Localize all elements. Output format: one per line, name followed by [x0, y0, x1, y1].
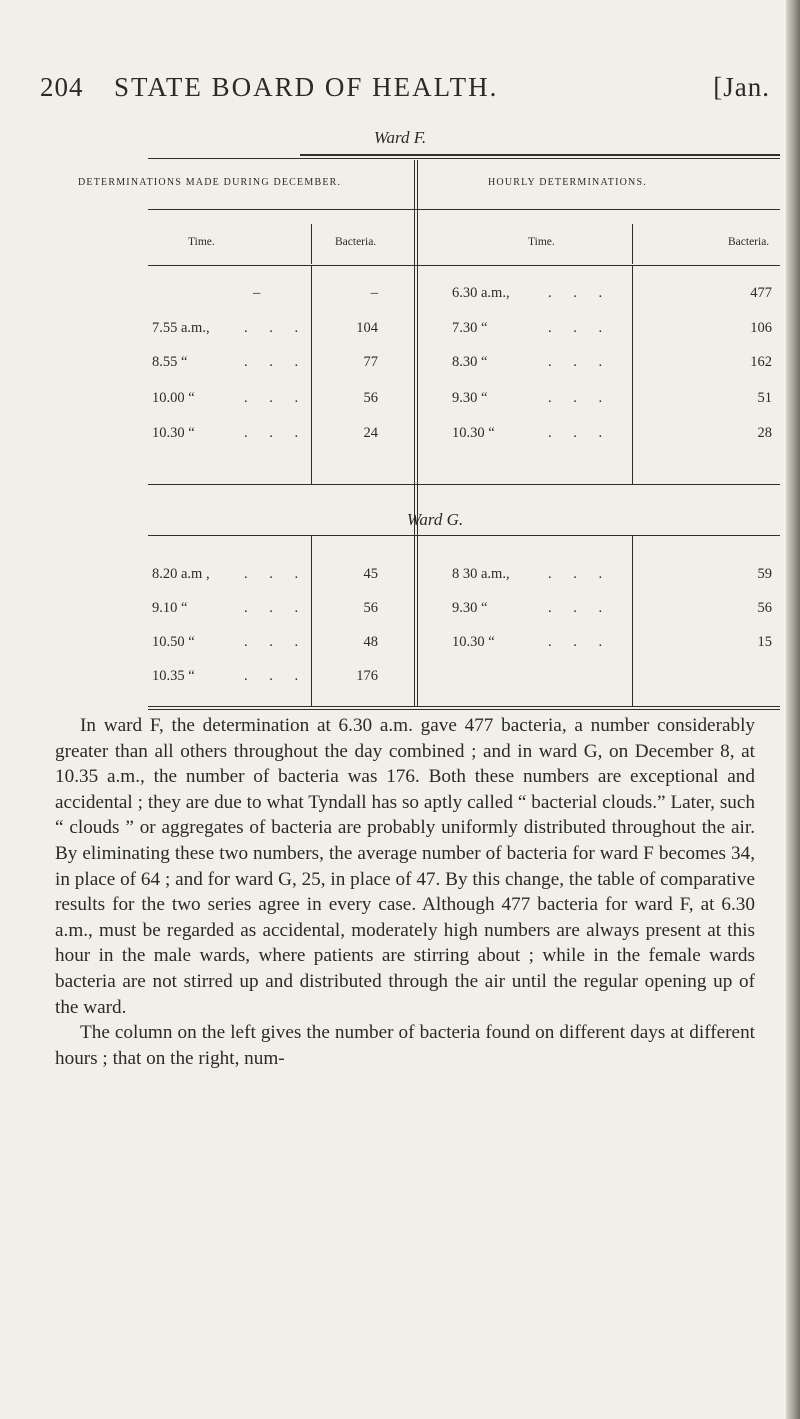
f-right-row-0-leader: . . .	[548, 285, 612, 301]
f-left-row-2-leader: . . .	[244, 354, 308, 370]
f-right-row-1-bacteria: 106	[750, 320, 772, 336]
journal-title: STATE BOARD OF HEALTH.	[114, 72, 499, 102]
body-paragraph-1: In ward F, the determination at 6.30 a.m. gave 477 bacteria, a number considerably greater than all others throughout the day combined ; and in ward G, on December 8, at 10.35 a.m., the number of bacteria was 176. Both these numbers are exceptional and accidental ; they are due to what Tyndall has so aptly called “ bacterial clouds.” Later, such “ clouds ” or aggregates of bacteria are probably uniformly distributed throughout the air. By eliminating these two numbers, the average number of bacteria for ward F becomes 34, in place of 64 ; and for ward G, 25, in place of 47. By this change, the table of comparative results for the two series agree in every case. Although 477 bacteria for ward F, at 6.30 a.m., must be regarded as accidental, moderately high numbers are always present at this hour in the male wards, where patients are stirring about ; while in the female wards bacteria are not stirred up and distributed through the air until the regular opening up of the ward.	[55, 715, 755, 1018]
body-paragraph-2: The column on the left gives the number of bacteria found on different days at different hours ; that on the right, num-	[55, 1022, 755, 1069]
g-left-row-3-bacteria: 176	[356, 668, 378, 684]
left-header-separator	[311, 224, 312, 264]
g-left-row-2-leader: . . .	[244, 634, 308, 650]
f-left-row-0-bacteria: –	[370, 285, 378, 301]
f-right-row-2-time: 8.30 “	[452, 354, 488, 370]
issue-month: [Jan.	[713, 72, 770, 102]
f-left-row-1-time: 7.55 a.m.,	[152, 320, 210, 336]
g-right-row-1-leader: . . .	[548, 600, 612, 616]
f-left-row-1-leader: . . .	[244, 320, 308, 336]
g-right-row-2-time: 10.30 “	[452, 634, 495, 650]
g-right-row-0-bacteria: 59	[757, 566, 772, 582]
g-left-row-0-bacteria: 45	[363, 566, 378, 582]
f-right-row-4-leader: . . .	[548, 425, 612, 441]
g-left-row-3-leader: . . .	[244, 668, 308, 684]
f-left-row-3-time: 10.00 “	[152, 390, 195, 406]
g-left-row-0-leader: . . .	[244, 566, 308, 582]
g-left-row-1-leader: . . .	[244, 600, 308, 616]
g-left-row-1-time: 9.10 “	[152, 600, 188, 616]
page-edge	[786, 0, 800, 1419]
f-left-row-3-bacteria: 56	[363, 390, 378, 406]
f-left-row-2-time: 8.55 “	[152, 354, 188, 370]
right-header-separator	[632, 224, 633, 264]
f-right-row-3-leader: . . .	[548, 390, 612, 406]
f-left-row-4-leader: . . .	[244, 425, 308, 441]
left-body-separator-f	[311, 266, 312, 484]
g-right-row-1-time: 9.30 “	[452, 600, 488, 616]
table-top-rule	[148, 158, 780, 159]
g-left-row-1-bacteria: 56	[363, 600, 378, 616]
f-left-row-0-time: –	[253, 285, 261, 301]
f-right-row-0-bacteria: 477	[750, 285, 772, 301]
table-caption-ward-g: Ward G.	[406, 510, 464, 529]
g-left-row-0-time: 8.20 a.m ,	[152, 566, 210, 582]
left-group-header: DETERMINATIONS MADE DURING DECEMBER.	[78, 177, 342, 188]
g-right-row-2-leader: . . .	[548, 634, 612, 650]
f-right-row-2-leader: . . .	[548, 354, 612, 370]
g-right-row-1-bacteria: 56	[757, 600, 772, 616]
g-right-row-0-time: 8 30 a.m.,	[452, 566, 510, 582]
ward-g-top-rule	[148, 484, 780, 485]
center-divider-b	[417, 160, 418, 706]
right-bacteria-header: Bacteria.	[728, 236, 770, 248]
table-caption-ward-f: Ward F.	[373, 128, 427, 147]
group-header-rule	[148, 209, 780, 210]
table-bottom-rule-a	[148, 706, 780, 707]
page-number: 204	[40, 72, 84, 102]
ward-g-caption-rule	[148, 535, 780, 536]
f-left-row-4-bacteria: 24	[363, 425, 378, 441]
right-body-separator-g	[632, 536, 633, 706]
f-right-row-3-time: 9.30 “	[452, 390, 488, 406]
right-body-separator-f	[632, 266, 633, 484]
f-left-row-4-time: 10.30 “	[152, 425, 195, 441]
right-time-header: Time.	[528, 236, 555, 248]
left-body-separator-g	[311, 536, 312, 706]
left-bacteria-header: Bacteria.	[335, 236, 377, 248]
left-time-header: Time.	[188, 236, 215, 248]
g-right-row-0-leader: . . .	[548, 566, 612, 582]
table-bottom-rule-b	[148, 709, 780, 710]
f-right-row-2-bacteria: 162	[750, 354, 772, 370]
f-right-row-1-time: 7.30 “	[452, 320, 488, 336]
center-divider-a	[414, 160, 415, 706]
f-left-row-1-bacteria: 104	[356, 320, 378, 336]
f-left-row-2-bacteria: 77	[363, 354, 378, 370]
f-right-row-0-time: 6.30 a.m.,	[452, 285, 510, 301]
running-head	[40, 72, 770, 112]
g-right-row-2-bacteria: 15	[757, 634, 772, 650]
table-top-rule-thick	[300, 154, 780, 156]
f-left-row-3-leader: . . .	[244, 390, 308, 406]
right-group-header: HOURLY DETERMINATIONS.	[488, 177, 647, 188]
g-left-row-2-bacteria: 48	[363, 634, 378, 650]
f-right-row-3-bacteria: 51	[757, 390, 772, 406]
body-text	[55, 713, 755, 1071]
column-header-rule	[148, 265, 780, 266]
g-left-row-2-time: 10.50 “	[152, 634, 195, 650]
f-right-row-4-time: 10.30 “	[452, 425, 495, 441]
g-left-row-3-time: 10.35 “	[152, 668, 195, 684]
f-right-row-4-bacteria: 28	[757, 425, 772, 441]
f-right-row-1-leader: . . .	[548, 320, 612, 336]
